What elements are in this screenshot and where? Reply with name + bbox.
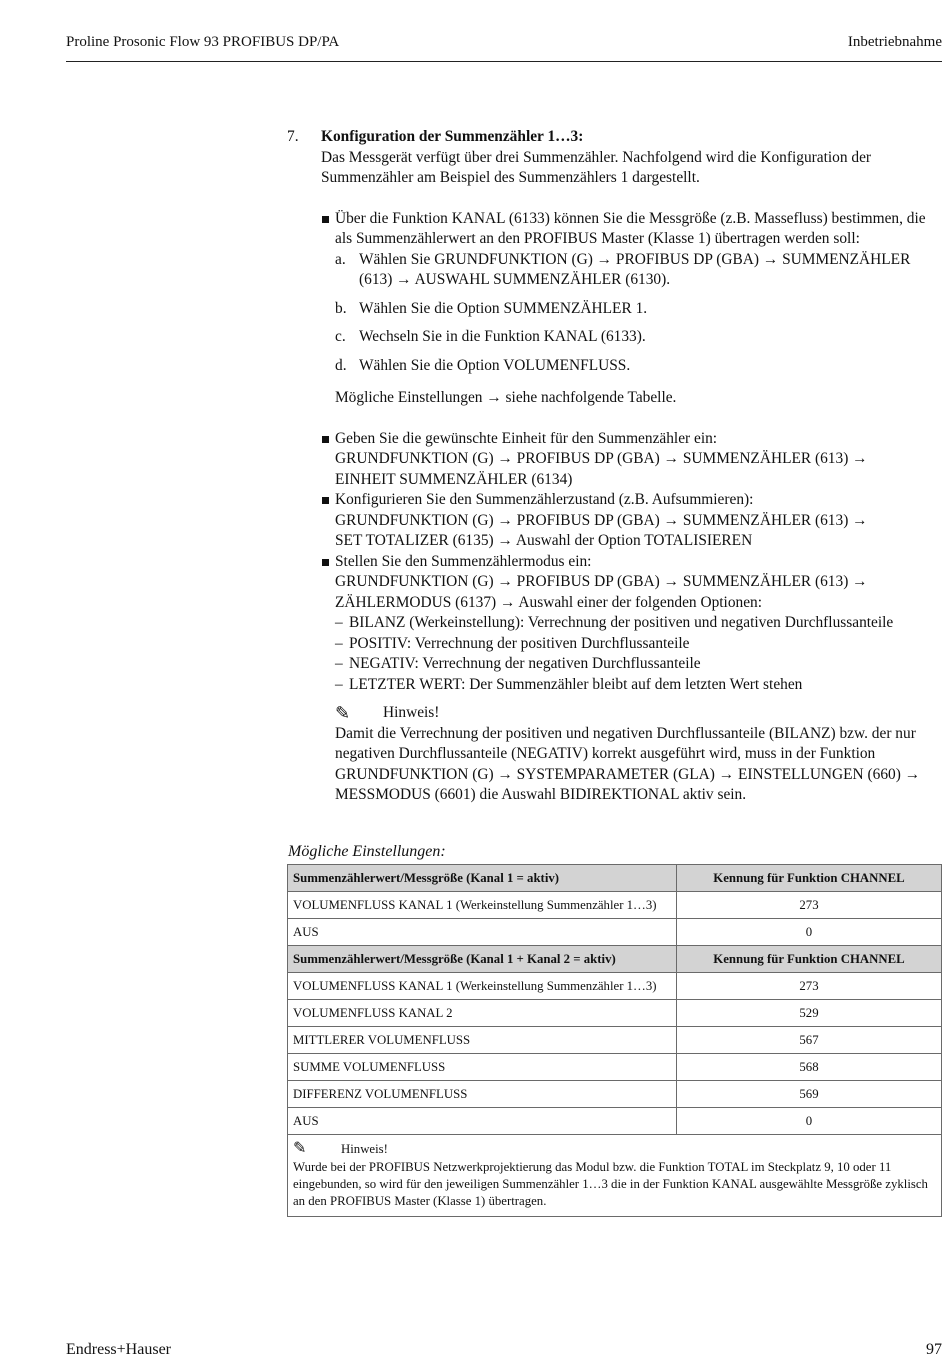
- bullet-unit: [321, 429, 943, 491]
- bullet-line: Geben Sie die gewünschte Einheit für den Summenzähler ein:: [335, 429, 718, 447]
- table-cell: MITTLERER VOLUMENFLUSS: [288, 1027, 677, 1054]
- table-cell: SUMME VOLUMENFLUSS: [288, 1054, 677, 1081]
- table-row: [288, 919, 942, 946]
- mode-option: [335, 613, 943, 634]
- sub-step-list: [335, 250, 943, 377]
- table-cell: VOLUMENFLUSS KANAL 1 (Werkeinstellung Summenzähler 1…3): [288, 892, 677, 919]
- table-cell: VOLUMENFLUSS KANAL 2: [288, 1000, 677, 1027]
- table-cell: AUS: [288, 1108, 677, 1135]
- table-cell: AUS: [288, 919, 677, 946]
- header-section-title: Inbetriebnahme: [847, 34, 942, 50]
- table-row: [288, 1000, 942, 1027]
- sub-step-label: a.: [335, 250, 346, 268]
- page-number: 97: [926, 1341, 942, 1358]
- note-box: [335, 703, 943, 806]
- note-header: [335, 703, 943, 724]
- bullet-line: GRUNDFUNKTION (G) → PROFIBUS DP (GBA) → SUMMENZÄHLER (613) →: [335, 573, 868, 590]
- table-note-row: [288, 1135, 942, 1217]
- mode-option-text: POSITIV: Verrechnung der positiven Durchflussanteile: [349, 634, 690, 652]
- bullet-totalizer-state: [321, 490, 943, 552]
- bullet-line: Konfigurieren Sie den Summenzählerzustand (z.B. Aufsummieren):: [335, 491, 754, 508]
- note-text: Damit die Verrechnung der positiven und negativen Durchflussanteile (BILANZ) bzw. der nur negativen Durchflussanteile (NEGATIV) korrekt ausgeführt wird, muss in der Funktion GRUNDFUNKTION (G) → SYSTEMPARAMETER (GLA) → EINSTELLUNGEN (660) → MESSMODUS (6601) die Auswahl BIDIREKTIONAL aktiv sein.: [335, 724, 921, 803]
- table-header-cell: Kennung für Funktion CHANNEL: [677, 946, 942, 973]
- table-cell: 0: [677, 919, 942, 946]
- note-title: Hinweis!: [383, 704, 440, 721]
- footer-company: Endress+Hauser: [66, 1341, 171, 1358]
- table-cell: VOLUMENFLUSS KANAL 1 (Werkeinstellung Summenzähler 1…3): [288, 973, 677, 1000]
- sub-step-text: Wählen Sie die Option SUMMENZÄHLER 1.: [359, 299, 648, 317]
- step-7: [287, 127, 943, 806]
- dash-label: –: [335, 675, 343, 693]
- sub-step-d: [335, 356, 943, 377]
- main-content: [287, 127, 943, 806]
- table-row: [288, 1027, 942, 1054]
- table-header-cell: Summenzählerwert/Messgröße (Kanal 1 + Kanal 2 = aktiv): [288, 946, 677, 973]
- dash-label: –: [335, 614, 343, 631]
- mode-option: [335, 654, 943, 675]
- table-header-cell: Summenzählerwert/Messgröße (Kanal 1 = aktiv): [288, 865, 677, 892]
- sub-step-a: [335, 250, 943, 291]
- table-cell: 273: [677, 973, 942, 1000]
- bullet-line: EINHEIT SUMMENZÄHLER (6134): [335, 470, 573, 488]
- table-cell: 0: [677, 1108, 942, 1135]
- table-cell: 568: [677, 1054, 942, 1081]
- table-row: [288, 1054, 942, 1081]
- mode-option: [335, 634, 943, 655]
- table-note-cell: [288, 1135, 942, 1217]
- bullet-line: GRUNDFUNKTION (G) → PROFIBUS DP (GBA) → SUMMENZÄHLER (613) →: [335, 450, 868, 467]
- mode-option-list: [335, 613, 943, 695]
- settings-table: [287, 864, 942, 1217]
- sub-step-text: Wechseln Sie in die Funktion KANAL (6133).: [359, 328, 646, 345]
- sub-step-label: d.: [335, 356, 347, 374]
- sub-step-text: Wählen Sie GRUNDFUNKTION (G) → PROFIBUS DP (GBA) → SUMMENZÄHLER (613) → AUSWAHL SUMMENZÄHLER (6130).: [359, 250, 911, 288]
- table-header-row: [288, 865, 942, 892]
- bullet-channel-function: [321, 209, 943, 409]
- mode-option-text: LETZTER WERT: Der Summenzähler bleibt auf dem letzten Wert stehen: [349, 675, 803, 693]
- table-cell: DIFFERENZ VOLUMENFLUSS: [288, 1081, 677, 1108]
- table-row: [288, 892, 942, 919]
- table-cell: 273: [677, 892, 942, 919]
- step-body: [321, 127, 943, 806]
- bullet-line: GRUNDFUNKTION (G) → PROFIBUS DP (GBA) → SUMMENZÄHLER (613) →: [335, 511, 868, 529]
- table-caption: Mögliche Einstellungen:: [288, 843, 446, 860]
- header-document-title: Proline Prosonic Flow 93 PROFIBUS DP/PA: [66, 34, 340, 50]
- step-number: 7.: [287, 128, 299, 145]
- table-cell: 529: [677, 1000, 942, 1027]
- dash-label: –: [335, 655, 343, 672]
- bullet-list: [321, 209, 943, 806]
- mode-option-text: BILANZ (Werkeinstellung): Verrechnung der positiven und negativen Durchflussanteile: [349, 614, 894, 631]
- sub-step-label: b.: [335, 299, 347, 317]
- sub-step-label: c.: [335, 328, 346, 345]
- table-cell: 567: [677, 1027, 942, 1054]
- table-row: [288, 973, 942, 1000]
- pencil-icon: ✎: [335, 703, 351, 724]
- step-title: Konfiguration der Summenzähler 1…3:: [321, 128, 584, 145]
- table-note-text: Wurde bei der PROFIBUS Netzwerkprojektierung das Modul bzw. die Funktion TOTAL im Steckplatz 9, 10 oder 11 eingebunden, so wird für den jeweiligen Summenzähler 1…3 die in der Funktion KANAL ausgewählte Messgröße zyklisch an den PROFIBUS Master (Klasse 1) übertragen.: [293, 1160, 928, 1208]
- bullet-line: SET TOTALIZER (6135) → Auswahl der Option TOTALISIEREN: [335, 532, 753, 549]
- table-header-row: [288, 946, 942, 973]
- bullet-line: Stellen Sie den Summenzählermodus ein:: [335, 552, 592, 570]
- sub-step-b: [335, 299, 943, 320]
- bullet-totalizer-mode: [321, 552, 943, 806]
- pencil-icon: ✎: [293, 1140, 307, 1157]
- mode-option-text: NEGATIV: Verrechnung der negativen Durchflussanteile: [349, 655, 701, 672]
- bullet-text: Über die Funktion KANAL (6133) können Sie die Messgröße (z.B. Massefluss) bestimmen, die als Summenzählerwert an den PROFIBUS Master (Klasse 1) übertragen werden soll:: [335, 209, 926, 247]
- table-row: [288, 1108, 942, 1135]
- table-note-title: Hinweis!: [341, 1141, 388, 1156]
- step-intro: Das Messgerät verfügt über drei Summenzähler. Nachfolgend wird die Konfiguration der Summenzähler am Beispiel des Summenzählers 1 dargestellt.: [321, 148, 872, 186]
- settings-reference: Mögliche Einstellungen → siehe nachfolgende Tabelle.: [335, 389, 677, 406]
- table-header-cell: Kennung für Funktion CHANNEL: [677, 865, 942, 892]
- mode-option: [335, 675, 943, 696]
- sub-step-text: Wählen Sie die Option VOLUMENFLUSS.: [359, 356, 631, 374]
- table-row: [288, 1081, 942, 1108]
- page-header: [66, 33, 942, 62]
- dash-label: –: [335, 634, 343, 652]
- bullet-line: ZÄHLERMODUS (6137) → Auswahl einer der folgenden Optionen:: [335, 593, 763, 611]
- sub-step-c: [335, 327, 943, 348]
- table-note-header: [293, 1139, 936, 1159]
- table-cell: 569: [677, 1081, 942, 1108]
